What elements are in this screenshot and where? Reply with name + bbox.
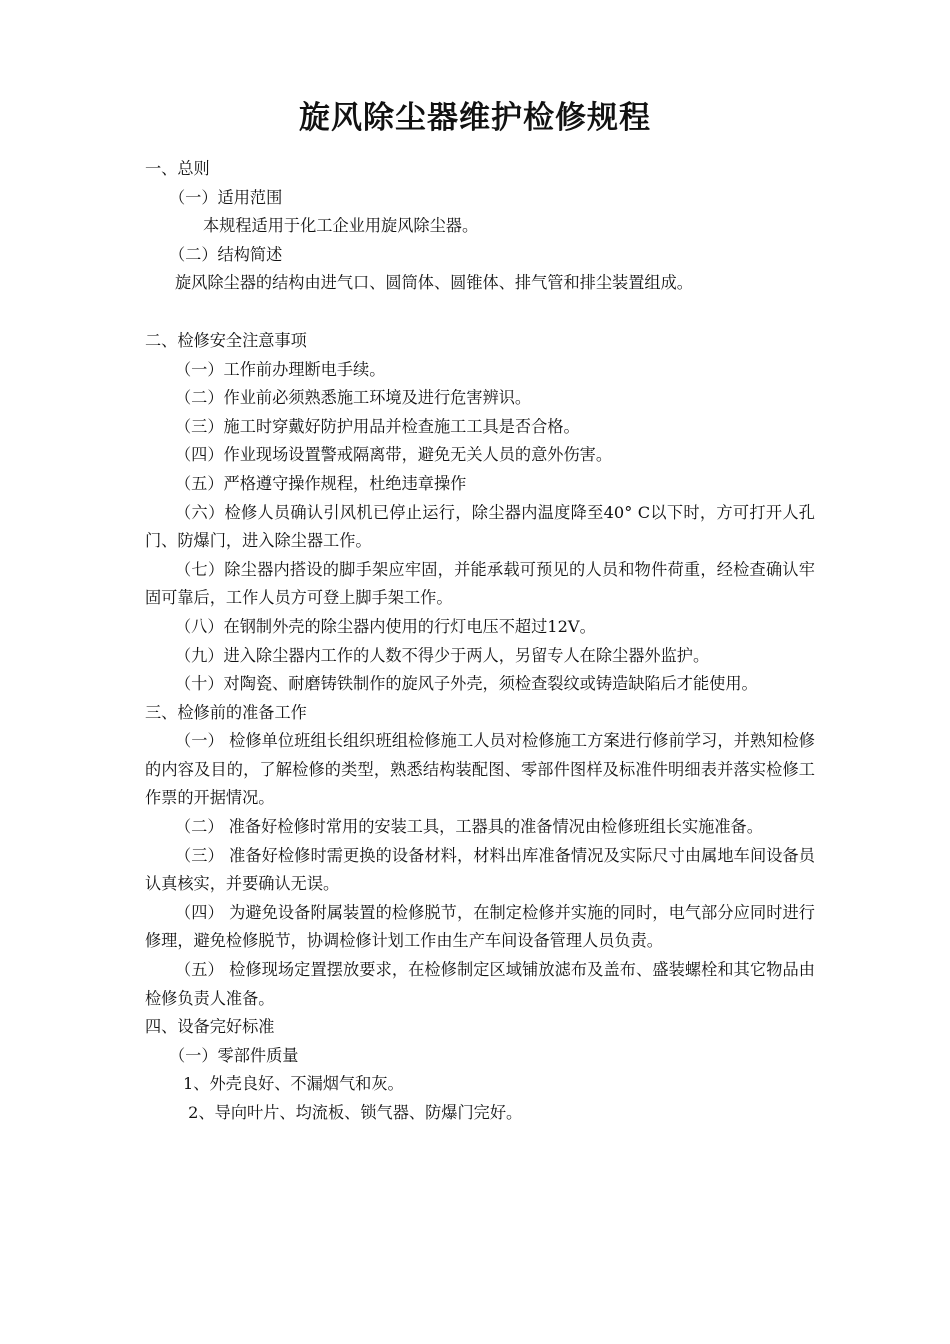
list-item: （一） 检修单位班组长组织班组检修施工人员对检修施工方案进行修前学习，并熟知检修的内容及目的，了解检修的类型，熟悉结构装配图、零部件图样及标准件明细表并落实检修工作票的开据情况。 <box>145 731 815 808</box>
paragraph: 旋风除尘器的结构由进气口、圆筒体、圆锥体、排气管和排尘装置组成。 <box>175 273 693 293</box>
list-item: （四）作业现场设置警戒隔离带，避免无关人员的意外伤害。 <box>175 445 613 465</box>
list-item: （一）工作前办理断电手续。 <box>175 359 386 379</box>
list-item: （四） 为避免设备附属装置的检修脱节，在制定检修并实施的同时，电气部分应同时进行修理，避免检修脱节，协调检修计划工作由生产车间设备管理人员负责。 <box>145 902 815 951</box>
subsection-heading: （二）结构简述 <box>169 244 283 264</box>
list-item: （五）严格遵守操作规程，杜绝违章操作 <box>175 473 467 493</box>
section-heading: 三、检修前的准备工作 <box>145 702 307 722</box>
section-heading: 二、检修安全注意事项 <box>145 330 307 350</box>
list-item: （二）作业前必须熟悉施工环境及进行危害辨识。 <box>175 388 532 408</box>
list-item: 2、导向叶片、均流板、锁气器、防爆门完好。 <box>183 1103 523 1122</box>
list-item: （六）检修人员确认引风机已停止运行，除尘器内温度降至40° C以下时，方可打开人孔门、防爆门，进入除尘器工作。 <box>145 502 815 551</box>
section-heading: 一、总则 <box>145 159 210 178</box>
list-item: （七）除尘器内搭设的脚手架应牢固，并能承载可预见的人员和物件荷重，经检查确认牢固可靠后，工作人员方可登上脚手架工作。 <box>145 559 815 608</box>
list-item: （九）进入除尘器内工作的人数不得少于两人，另留专人在除尘器外监护。 <box>175 645 710 665</box>
paragraph: 本规程适用于化工企业用旋风除尘器。 <box>203 216 479 236</box>
section-heading: 四、设备完好标准 <box>145 1017 275 1037</box>
subsection-heading: （一）零部件质量 <box>169 1045 299 1065</box>
document-body <box>145 155 815 1128</box>
list-item: （三） 准备好检修时需更换的设备材料，材料出库准备情况及实际尺寸由属地车间设备员认真核实，并要确认无误。 <box>145 845 815 894</box>
list-item: （八）在钢制外壳的除尘器内使用的行灯电压不超过12V。 <box>175 616 596 636</box>
list-item: （十）对陶瓷、耐磨铸铁制作的旋风子外壳，须检查裂纹或铸造缺陷后才能使用。 <box>175 674 758 694</box>
document-title: 旋风除尘器维护检修规程 <box>299 100 651 136</box>
list-item: （五） 检修现场定置摆放要求，在检修制定区域铺放滤布及盖布、盛装螺栓和其它物品由检修负责人准备。 <box>145 960 815 1008</box>
list-item: （三）施工时穿戴好防护用品并检查施工工具是否合格。 <box>175 416 580 436</box>
list-item: 1、外壳良好、不漏烟气和灰。 <box>183 1074 404 1094</box>
subsection-heading: （一）适用范围 <box>169 187 283 207</box>
list-item: （二） 准备好检修时常用的安装工具，工器具的准备情况由检修班组长实施准备。 <box>175 817 763 837</box>
